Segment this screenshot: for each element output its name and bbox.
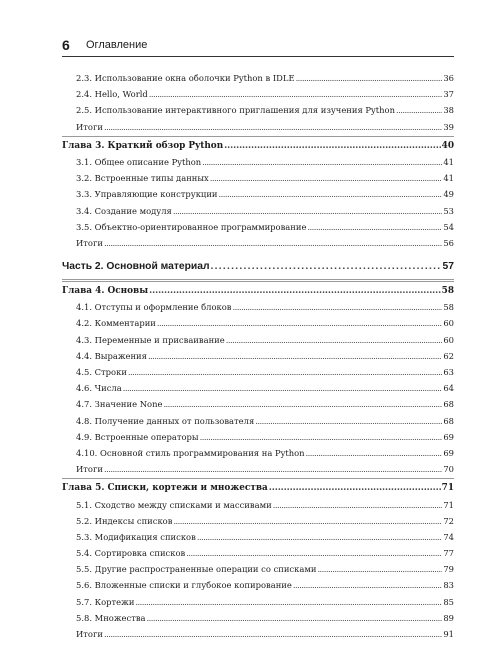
toc-item[interactable]: [62, 315, 454, 331]
page-number: 6: [62, 37, 70, 53]
toc-item[interactable]: [62, 119, 454, 135]
dot-leader: [197, 529, 443, 545]
dot-leader: [147, 610, 443, 626]
toc-entry-title: Итоги: [76, 121, 103, 132]
toc-item[interactable]: [62, 86, 454, 102]
toc-entry-title: 5.4. Сортировка списков: [76, 548, 186, 559]
dot-leader: [149, 283, 441, 299]
toc-entry-title: 5.8. Множества: [76, 612, 146, 623]
toc-entry-title: 5.1. Сходство между списками и массивами: [76, 499, 272, 510]
dot-leader: [173, 513, 442, 529]
toc-item[interactable]: [62, 577, 454, 593]
dot-leader: [317, 561, 442, 577]
running-title: Оглавление: [86, 39, 148, 51]
toc-entry-title: Часть 2. Основной материал: [62, 261, 210, 273]
toc-chapter[interactable]: [62, 283, 454, 299]
toc-entry-page: 63: [443, 367, 454, 377]
toc-entry-title: 5.7. Кортежи: [76, 596, 135, 607]
toc-entry-title: 4.3. Переменные и присваивание: [76, 334, 225, 345]
dot-leader: [396, 102, 442, 118]
toc-item[interactable]: [62, 332, 454, 348]
section-divider: [62, 136, 454, 137]
toc-entry-title: 4.8. Получение данных от пользователя: [76, 415, 255, 426]
toc-entry-title: 5.6. Вложенные списки и глубокое копирование: [76, 580, 292, 591]
toc-item[interactable]: [62, 364, 454, 380]
dot-leader: [226, 332, 443, 348]
toc-entry-title: 4.9. Встроенные операторы: [76, 431, 199, 442]
toc-entry-page: 39: [443, 121, 454, 132]
toc-entry-title: Итоги: [76, 464, 103, 475]
toc-entry-title: Глава 5. Списки, кортежи и множества: [62, 483, 268, 494]
toc-item[interactable]: [62, 102, 454, 118]
dot-leader: [104, 461, 442, 477]
toc-item[interactable]: [62, 545, 454, 561]
dot-leader: [186, 545, 442, 561]
toc-entry-page: 74: [443, 531, 454, 542]
toc-entry-page: 89: [443, 612, 454, 623]
toc-entry-page: 60: [443, 334, 454, 345]
toc-item[interactable]: [62, 396, 454, 412]
toc-item[interactable]: [62, 186, 454, 202]
toc-entry-title: 3.3. Управляющие конструкции: [76, 189, 218, 200]
dot-leader: [269, 480, 441, 496]
toc-entry-page: 54: [443, 221, 454, 232]
section-divider: [62, 281, 454, 282]
dot-leader: [211, 256, 442, 278]
toc-item[interactable]: [62, 513, 454, 529]
dot-leader: [123, 380, 443, 396]
toc-entry-title: 5.3. Модификация списков: [76, 531, 196, 542]
toc-chapter[interactable]: [62, 138, 454, 154]
toc-entry-title: 4.10. Основной стиль программирования на Python: [76, 447, 305, 458]
toc-entry-page: 83: [443, 580, 454, 591]
toc-entry-page: 71: [441, 483, 454, 494]
toc-item[interactable]: [62, 380, 454, 396]
toc-item[interactable]: [62, 497, 454, 513]
table-of-contents: [62, 70, 454, 642]
dot-leader: [104, 119, 442, 135]
dot-leader: [104, 235, 442, 251]
toc-item[interactable]: [62, 203, 454, 219]
dot-leader: [128, 364, 442, 380]
toc-entry-page: 36: [443, 73, 454, 83]
toc-entry-page: 68: [443, 399, 454, 410]
toc-entry-page: 77: [443, 548, 454, 559]
toc-entry-page: 85: [443, 596, 454, 607]
toc-entry-title: 3.4. Создание модуля: [76, 205, 172, 216]
toc-entry-page: 49: [443, 189, 454, 200]
toc-entry-title: Глава 3. Краткий обзор Python: [62, 140, 224, 151]
toc-entry-page: 56: [443, 237, 454, 248]
toc-entry-page: 40: [441, 140, 454, 151]
toc-item[interactable]: [62, 170, 454, 186]
toc-item[interactable]: [62, 219, 454, 235]
dot-leader: [149, 86, 443, 102]
toc-item[interactable]: [62, 561, 454, 577]
toc-entry-page: 37: [443, 89, 454, 100]
toc-item[interactable]: [62, 235, 454, 251]
toc-item[interactable]: [62, 413, 454, 429]
toc-entry-page: 72: [443, 515, 454, 526]
toc-chapter[interactable]: [62, 480, 454, 496]
dot-leader: [157, 315, 442, 331]
toc-entry-title: 4.4. Выражения: [76, 350, 147, 361]
toc-item[interactable]: [62, 461, 454, 477]
dot-leader: [273, 497, 443, 513]
toc-entry-title: 4.5. Строки: [76, 367, 127, 377]
toc-entry-title: 3.2. Встроенные типы данных: [76, 173, 209, 184]
toc-item[interactable]: [62, 299, 454, 315]
toc-item[interactable]: [62, 529, 454, 545]
toc-entry-title: 4.1. Отступы и оформление блоков: [76, 302, 232, 313]
dot-leader: [135, 594, 442, 610]
toc-entry-page: 58: [441, 286, 454, 297]
toc-entry-page: 64: [443, 383, 454, 394]
toc-entry-title: 3.1. Общее описание Python: [76, 156, 202, 167]
toc-entry-title: Итоги: [76, 237, 103, 248]
toc-entry-title: 2.5. Использование интерактивного приглашения для изучения Python: [76, 105, 395, 116]
toc-entry-page: 53: [443, 205, 454, 216]
toc-item[interactable]: [62, 594, 454, 610]
toc-entry-page: 38: [443, 105, 454, 116]
toc-entry-page: 91: [443, 629, 454, 639]
toc-entry-title: 2.3. Использование окна оболочки Python в IDLE: [76, 73, 295, 83]
toc-entry-page: 79: [443, 564, 454, 575]
toc-entry-title: Глава 4. Основы: [62, 286, 149, 297]
page-header: [62, 33, 454, 57]
toc-item[interactable]: [62, 429, 454, 445]
dot-leader: [202, 154, 442, 170]
toc-item[interactable]: [62, 348, 454, 364]
toc-entry-title: Итоги: [76, 629, 103, 639]
toc-entry-page: 57: [442, 261, 454, 273]
section-divider: [62, 279, 454, 280]
toc-entry-page: 60: [443, 318, 454, 329]
dot-leader: [173, 203, 442, 219]
toc-item[interactable]: [62, 610, 454, 626]
dot-leader: [233, 299, 443, 315]
dot-leader: [200, 429, 443, 445]
toc-item[interactable]: [62, 445, 454, 461]
section-divider: [62, 478, 454, 479]
dot-leader: [163, 396, 442, 412]
toc-item[interactable]: [62, 70, 454, 86]
dot-leader: [224, 138, 440, 154]
toc-entry-page: 69: [443, 431, 454, 442]
toc-entry-title: 5.5. Другие распространенные операции со списками: [76, 564, 317, 575]
dot-leader: [148, 348, 442, 364]
dot-leader: [210, 170, 443, 186]
toc-entry-page: 62: [443, 350, 454, 361]
toc-entry-page: 68: [443, 415, 454, 426]
toc-entry-title: 4.2. Комментарии: [76, 318, 156, 329]
dot-leader: [255, 413, 442, 429]
toc-entry-title: 3.5. Объектно-ориентированное программирование: [76, 221, 307, 232]
toc-entry-page: 71: [443, 499, 454, 510]
toc-entry-page: 69: [443, 447, 454, 458]
toc-entry-page: 70: [443, 464, 454, 475]
toc-entry-title: 4.7. Значение None: [76, 399, 163, 410]
toc-item[interactable]: [62, 154, 454, 170]
dot-leader: [306, 445, 443, 461]
toc-entry-page: 41: [443, 173, 454, 184]
dot-leader: [218, 186, 442, 202]
toc-part[interactable]: [62, 256, 454, 278]
toc-entry-title: 4.6. Числа: [76, 383, 122, 394]
dot-leader: [293, 577, 443, 593]
toc-entry-page: 58: [443, 302, 454, 313]
toc-entry-title: 2.4. Hello, World: [76, 89, 148, 100]
toc-item[interactable]: [62, 626, 454, 642]
toc-entry-title: 5.2. Индексы списков: [76, 515, 173, 526]
dot-leader: [307, 219, 442, 235]
toc-entry-page: 41: [443, 156, 454, 167]
dot-leader: [104, 626, 442, 642]
dot-leader: [296, 70, 443, 86]
